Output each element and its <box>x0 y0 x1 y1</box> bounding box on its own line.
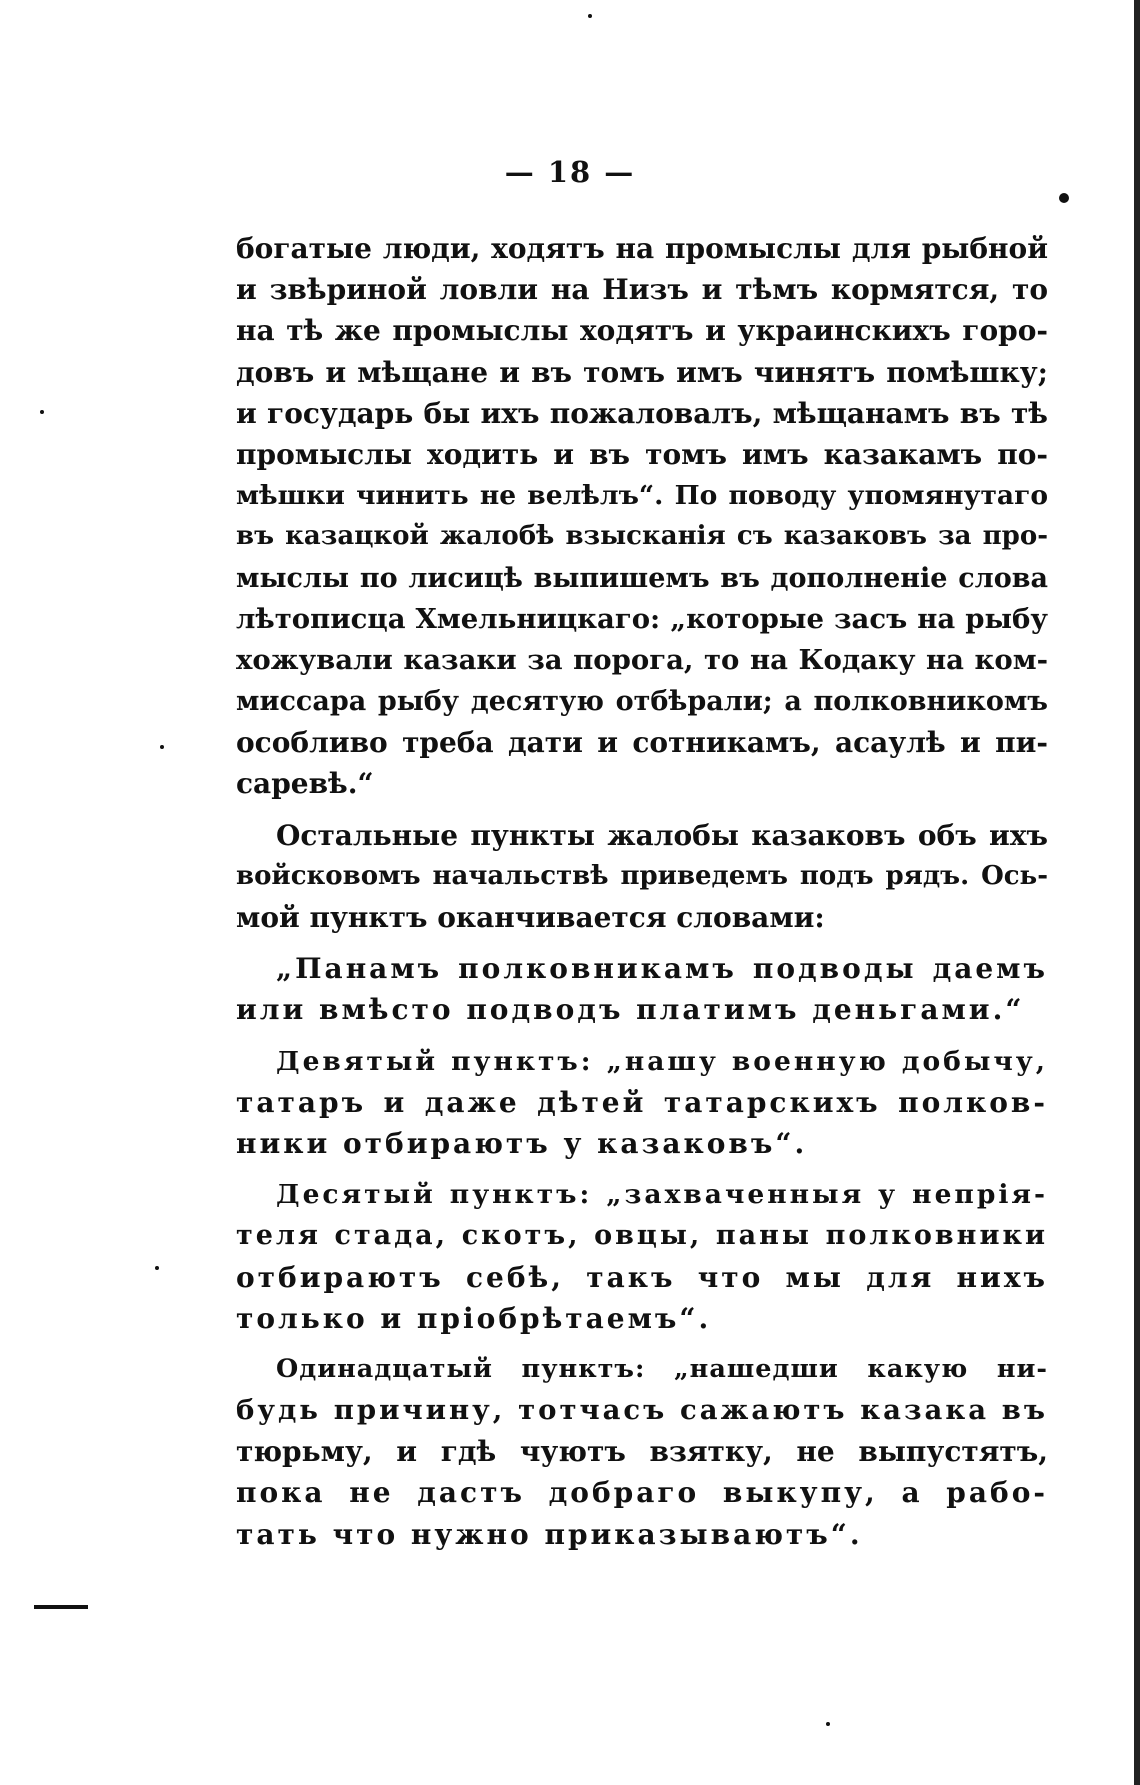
paragraph-4 <box>236 1041 1048 1165</box>
text-line: отбираютъ себѣ, такъ что мы для нихъ <box>236 1260 1048 1294</box>
paragraph-2 <box>236 815 1048 939</box>
paragraph-1 <box>236 228 1048 805</box>
text-line: на тѣ же промыслы ходятъ и украинскихъ горо- <box>236 314 1048 348</box>
ink-speck <box>1059 193 1069 203</box>
text-line: пока не дастъ добраго выкупу, а рабо- <box>236 1476 1048 1510</box>
ink-speck <box>40 410 44 414</box>
text-line: въ казацкой жалобѣ взысканія съ казаковъ за про- <box>236 521 1048 552</box>
paragraph-5 <box>236 1174 1048 1339</box>
ink-speck <box>160 745 164 749</box>
text-line: мыслы по лисицѣ выпишемъ въ дополненіе слова <box>236 562 1048 594</box>
text-line: ники отбираютъ у казаковъ“. <box>236 1126 808 1160</box>
page-edge-shadow <box>1134 0 1140 1785</box>
text-line: мѣшки чинить не велѣлъ“. По поводу упомянутаго <box>236 480 1048 512</box>
text-line: лѣтописца Хмельницкаго: „которые засъ на рыбу <box>236 602 1048 635</box>
text-line: промыслы ходить и въ томъ имъ казакамъ по- <box>236 437 1048 471</box>
text-line: тать что нужно приказываютъ“. <box>236 1517 863 1551</box>
text-line: особливо треба дати и сотникамъ, асаулѣ и пи- <box>236 726 1048 760</box>
text-line: войсковомъ начальствѣ приведемъ подъ рядъ. Ось- <box>236 860 1048 891</box>
text-line: только и пріобрѣтаемъ“. <box>236 1301 712 1335</box>
ink-speck <box>588 14 592 18</box>
paragraph-3 <box>236 948 1048 1030</box>
text-line: теля стада, скотъ, овцы, паны полковники <box>236 1220 1048 1252</box>
text-line: миссара рыбу десятую отбѣрали; а полковникомъ <box>236 686 1048 718</box>
text-line: или вмѣсто подводъ платимъ деньгами.“ <box>236 993 1025 1027</box>
page-number: — 18 — <box>504 155 636 189</box>
text-line: богатые люди, ходятъ на промыслы для рыбной <box>236 232 1048 265</box>
text-line: „Панамъ полковникамъ подводы даемъ <box>276 952 1048 986</box>
margin-dash-mark <box>34 1605 88 1609</box>
body-text <box>236 228 1048 1555</box>
text-line: и звѣриной ловли на Низъ и тѣмъ кормятся, то <box>236 273 1048 307</box>
text-line: Девятый пунктъ: „нашу военную добычу, <box>276 1045 1048 1077</box>
text-line: Остальные пункты жалобы казаковъ объ ихъ <box>276 818 1048 852</box>
text-line: саревѣ.“ <box>236 767 374 801</box>
text-line: довъ и мѣщане и въ томъ имъ чинятъ помѣшку; <box>236 355 1048 389</box>
text-line: хожували казаки за порога, то на Кодаку на ком- <box>236 643 1048 676</box>
text-line: мой пунктъ оканчивается словами: <box>236 901 825 934</box>
text-line: татаръ и даже дѣтей татарскихъ полков- <box>236 1085 1048 1119</box>
text-line: и государь бы ихъ пожаловалъ, мѣщанамъ въ тѣ <box>236 396 1048 430</box>
text-line: будь причину, тотчасъ сажаютъ казака въ <box>236 1394 1048 1427</box>
ink-speck <box>826 1722 830 1726</box>
ink-speck <box>155 1266 159 1270</box>
text-line: Десятый пунктъ: „захваченныя у непрія- <box>276 1179 1048 1211</box>
paragraph-6 <box>236 1349 1048 1555</box>
text-line: Одинадцатый пунктъ: „нашедши какую ни- <box>276 1353 1048 1384</box>
text-line: тюрьму, и гдѣ чуютъ взятку, не выпустятъ, <box>236 1435 1048 1469</box>
